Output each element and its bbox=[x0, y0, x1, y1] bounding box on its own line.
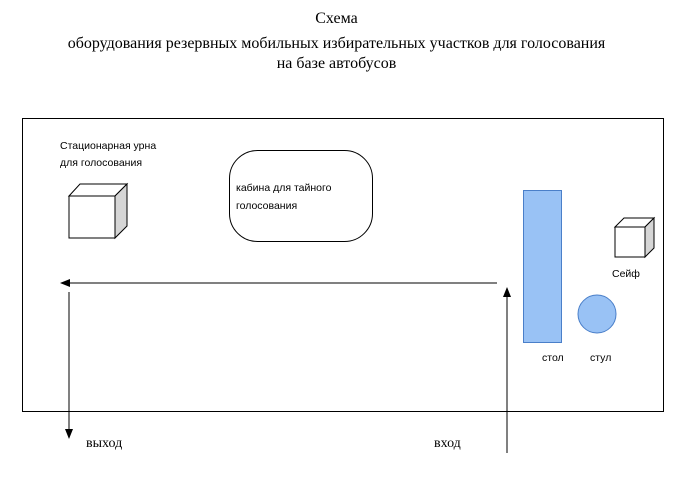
booth-label-line-2: голосования bbox=[236, 200, 298, 212]
diagram-title-line-1: Схема bbox=[315, 10, 358, 27]
chair-shape bbox=[578, 295, 616, 333]
chair-label: стул bbox=[590, 352, 612, 364]
urn-label-line-1: Стационарная урна bbox=[60, 140, 157, 152]
booth-label-line-1: кабина для тайного bbox=[236, 182, 332, 194]
safe-label: Сейф bbox=[612, 268, 640, 280]
diagram-title-line-3: на базе автобусов bbox=[276, 55, 397, 72]
voting-booth bbox=[230, 151, 373, 242]
diagram-title-line-2: оборудования резервных мобильных избирательных участков для голосования bbox=[67, 35, 606, 52]
urn-label-line-2: для голосования bbox=[60, 157, 143, 169]
table-label: стол bbox=[542, 352, 564, 364]
safe-cube-icon bbox=[615, 218, 654, 257]
table-shape bbox=[524, 191, 562, 343]
entrance-label: вход bbox=[434, 436, 461, 451]
exit-label: выход bbox=[86, 436, 123, 451]
urn-cube-icon bbox=[69, 184, 127, 238]
